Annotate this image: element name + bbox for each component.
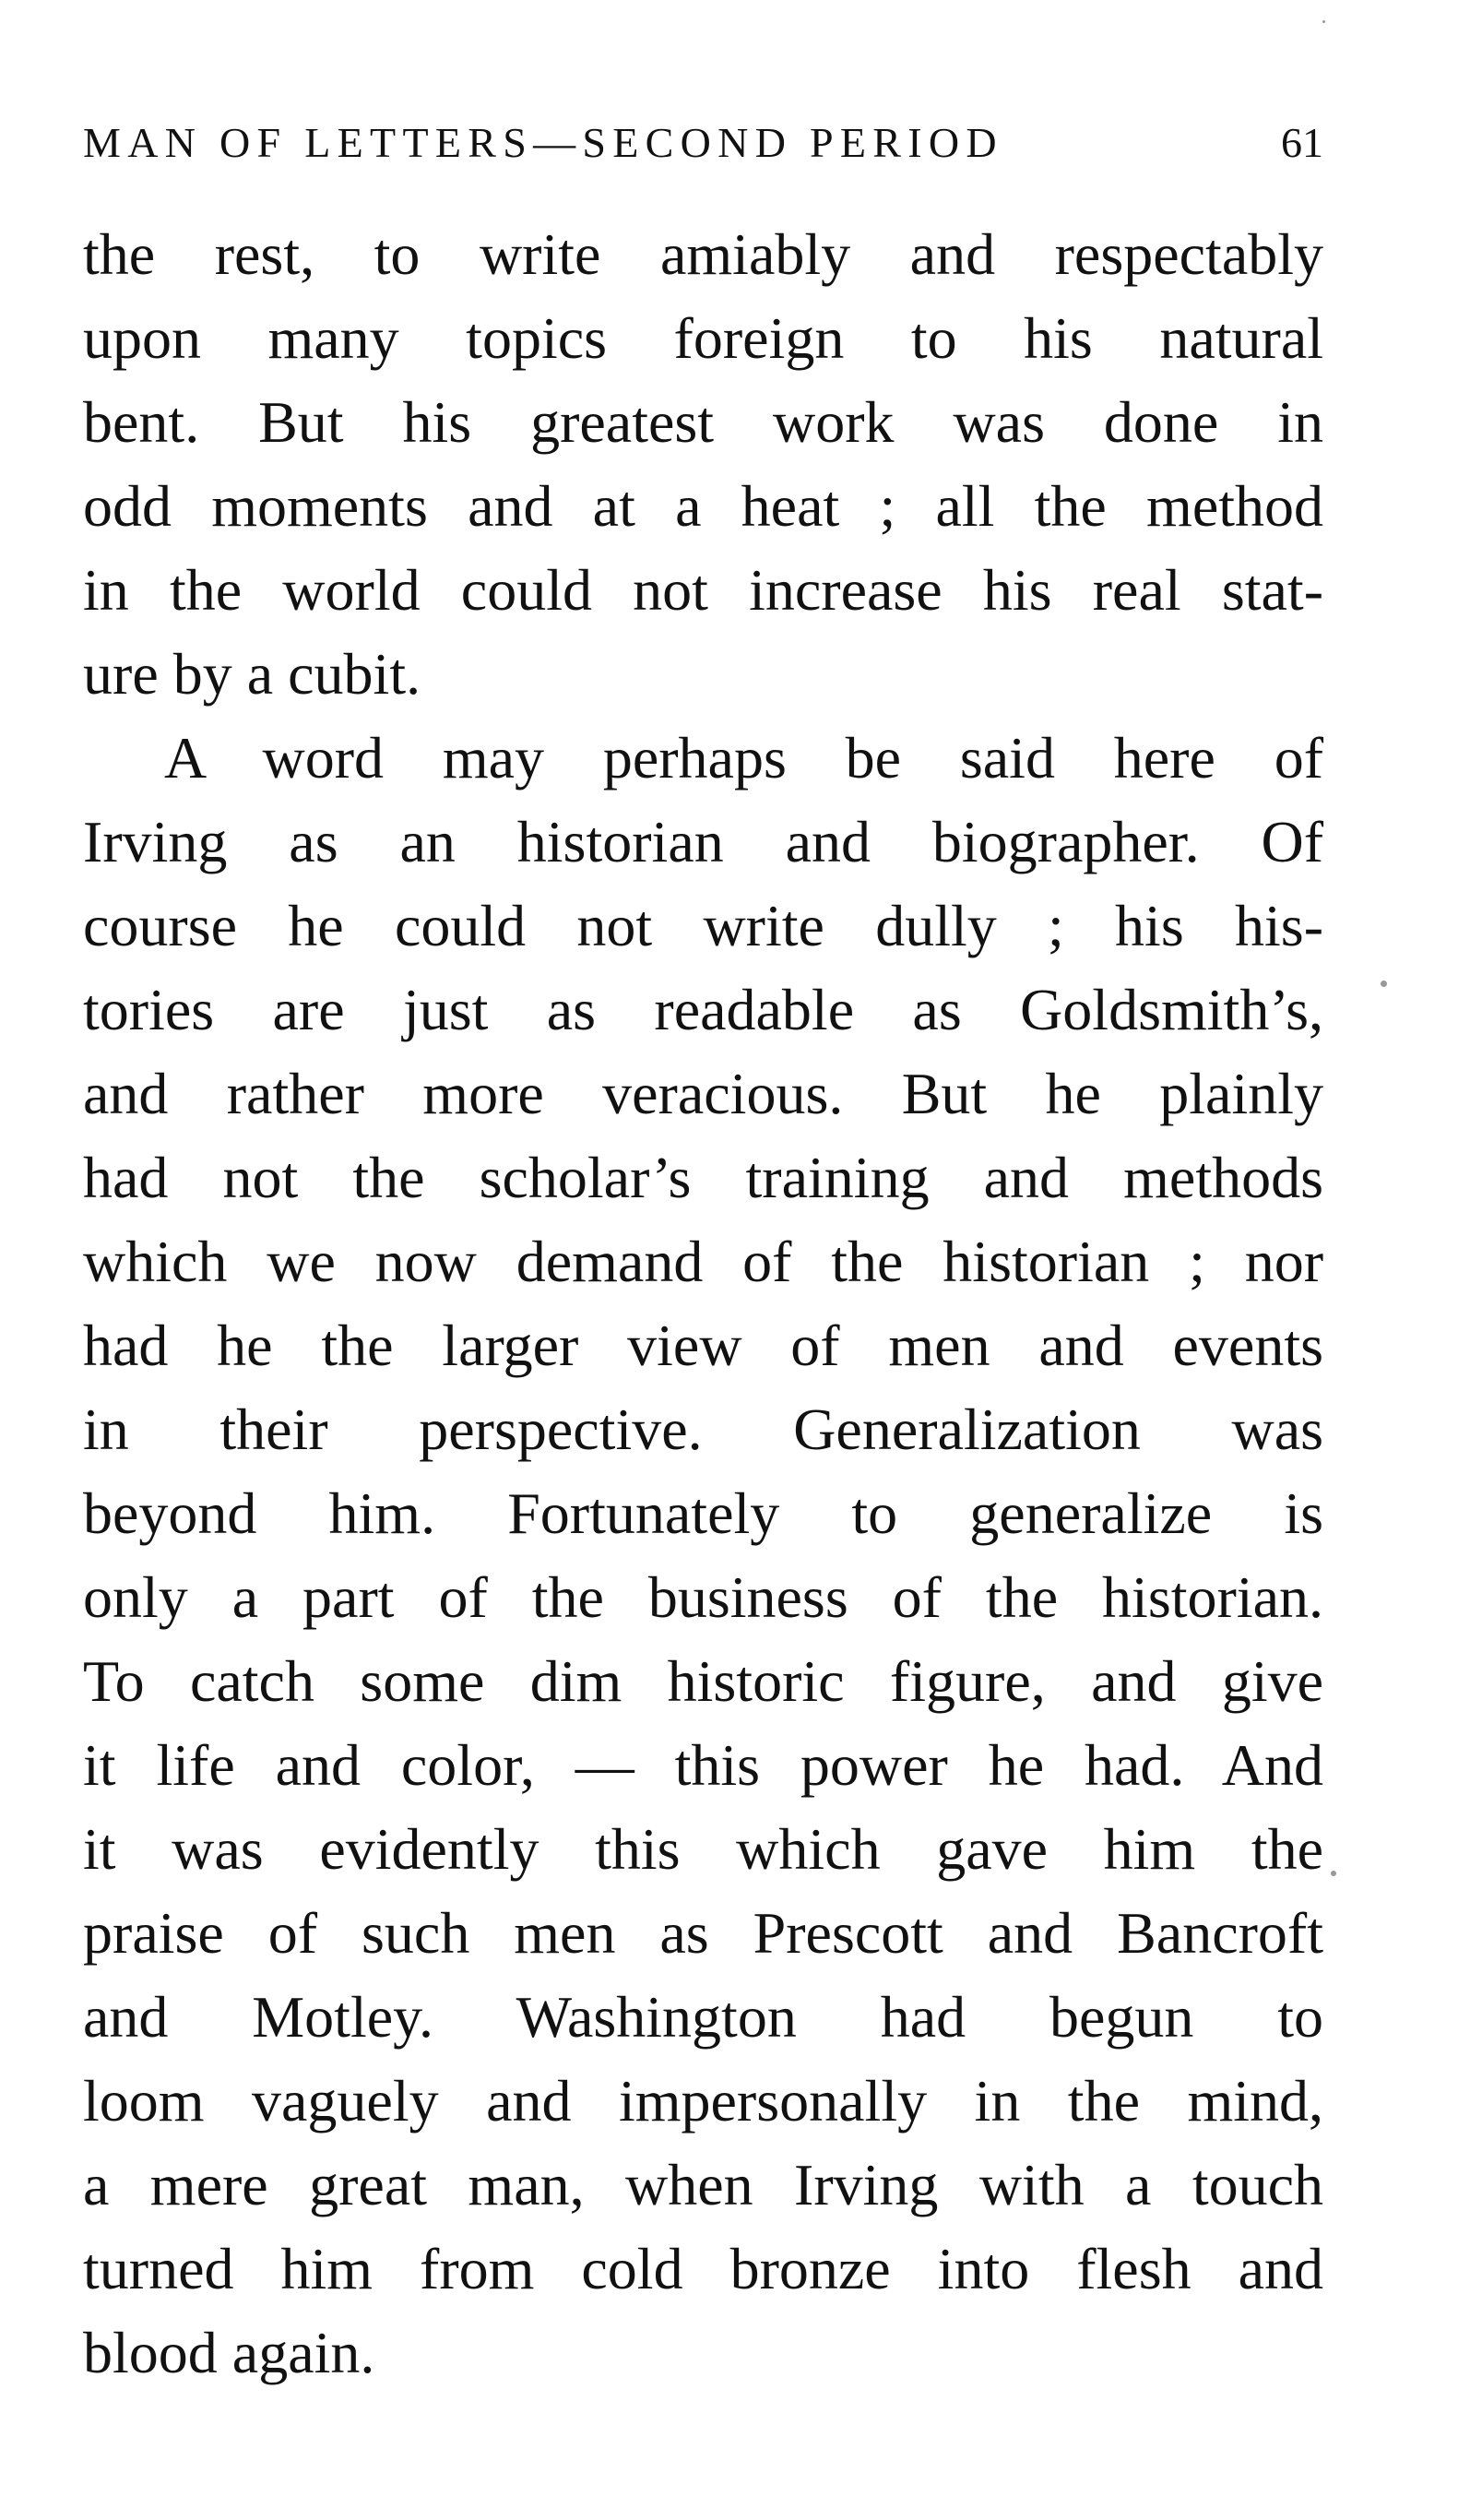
text-line: a mere great man, when Irving with a touch [83, 2152, 1323, 2217]
running-title: MAN OF LETTERS—SECOND PERIOD [83, 119, 1003, 166]
running-head [83, 111, 1323, 175]
print-speck [1331, 1871, 1336, 1876]
print-speck [1322, 20, 1325, 23]
body-text [83, 212, 1323, 2395]
text-line: tories are just as readable as Goldsmith’s, [83, 977, 1323, 1042]
text-line: blood again. [83, 2320, 375, 2385]
page-number: 61 [1281, 119, 1323, 166]
text-line: it was evidently this which gave him the [83, 1816, 1323, 1882]
text-line: in their perspective. Generalization was [83, 1397, 1323, 1462]
text-line: in the world could not increase his real stat- [83, 557, 1323, 623]
text-line: loom vaguely and impersonally in the mind, [83, 2068, 1323, 2134]
text-line: Irving as an historian and biographer. Of [83, 809, 1323, 874]
text-line: To catch some dim historic figure, and give [83, 1648, 1323, 1714]
text-line: ure by a cubit. [83, 641, 421, 707]
text-line: had he the larger view of men and events [83, 1313, 1323, 1378]
text-line: had not the scholar’s training and methods [83, 1145, 1323, 1210]
text-line: bent. But his greatest work was done in [83, 389, 1323, 455]
text-line: odd moments and at a heat ; all the method [83, 473, 1323, 539]
text-line: upon many topics foreign to his natural [83, 305, 1323, 371]
text-line: turned him from cold bronze into flesh and [83, 2236, 1323, 2301]
text-line: which we now demand of the historian ; nor [83, 1229, 1323, 1294]
text-line: beyond him. Fortunately to generalize is [83, 1480, 1323, 1546]
text-line: the rest, to write amiably and respectably [83, 221, 1323, 287]
text-line: it life and color, — this power he had. And [83, 1732, 1323, 1798]
text-line: course he could not write dully ; his his- [83, 893, 1323, 958]
print-speck [1381, 981, 1387, 987]
text-line: and Motley. Washington had begun to [83, 1984, 1323, 2050]
text-line: A word may perhaps be said here of [164, 725, 1323, 790]
text-line: praise of such men as Prescott and Bancroft [83, 1900, 1323, 1966]
text-line: and rather more veracious. But he plainly [83, 1061, 1323, 1126]
text-line: only a part of the business of the historian. [83, 1564, 1323, 1630]
